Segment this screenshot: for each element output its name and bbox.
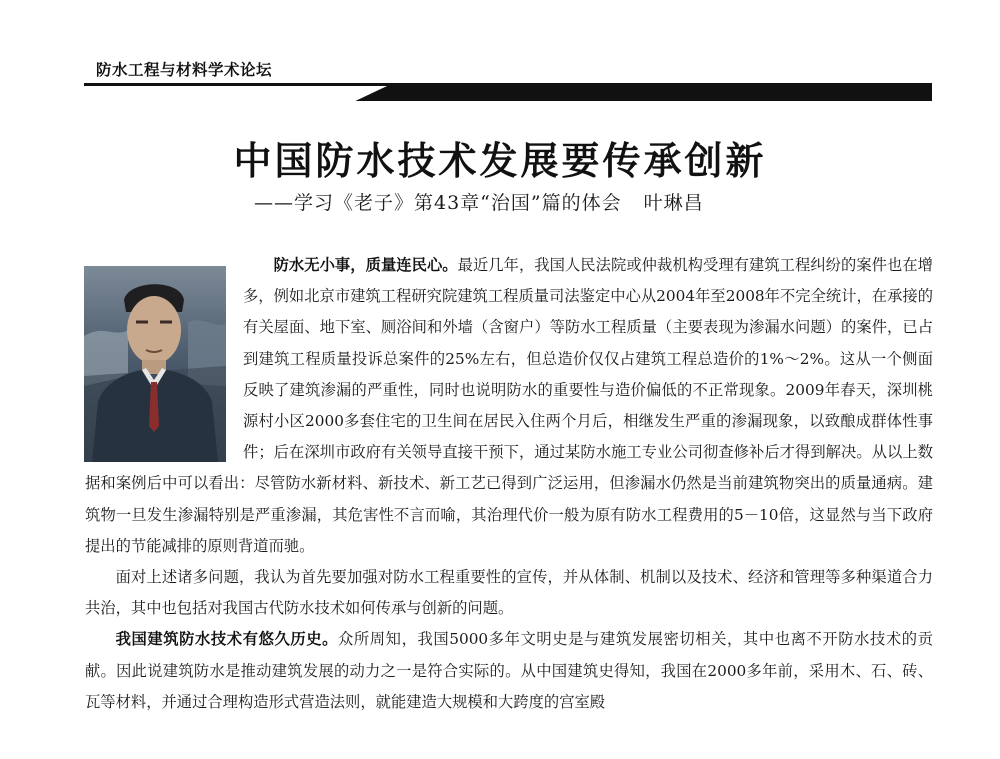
header-bar — [84, 85, 932, 101]
paragraph-2 — [85, 562, 933, 624]
article-subtitle-line — [254, 188, 704, 215]
article-subtitle: ——学习《老子》第43章“治国”篇的体会 — [254, 192, 622, 214]
paragraph-2-text: 面对上述诸多问题，我认为首先要加强对防水工程重要性的宣传，并从体制、机制以及技术、经济和管理等多种渠道合力共治，其中也包括对我国古代防水技术如何传承与创新的问题。 — [85, 568, 933, 618]
paragraph-3 — [85, 624, 933, 718]
author-name: 叶琳昌 — [643, 192, 704, 214]
paragraph-1-text: 最近几年，我国人民法院或仲裁机构受理有建筑工程纠纷的案件也在增多，例如北京市建筑工程研究院建筑工程质量司法鉴定中心从2004年至2008年不完全统计，在承接的有关屋面、地下室、厕浴间和外墙（含窗户）等防水工程质量（主要表现为渗漏水问题）的案件，已占到建筑工程质量投诉总案件的25%左右，但总造价仅仅占建筑工程总造价的1%～2%。这从一个侧面反映了建筑渗漏的严重性，同时也说明防水的重要性与造价偏低的不正常现象。2009年春天，深圳桃源村小区2000多套住宅的卫生间在居民入住两个月后，相继发生严重的渗漏现象，以致酿成群体性事件；后在深圳市政府有关领导直接干预下，通过某防水施工专业公司彻查修补后才得到解决。从以上数据和案例后中可以看出：尽管防水新材料、新技术、新工艺已得到广泛运用，但渗漏水仍然是当前建筑物突出的质量通病。建筑物一旦发生渗漏特别是严重渗漏，其危害性不言而喻，其治理代价一般为原有防水工程费用的5－10倍，这显然与当下政府提出的节能减排的原则背道而驰。 — [85, 256, 933, 555]
paragraph-3-text: 众所周知，我国5000多年文明史是与建筑发展密切相关，其中也离不开防水技术的贡献。因此说建筑防水是推动建筑发展的动力之一是符合实际的。从中国建筑史得知，我国在2000多年前，采用木、石、砖、瓦等材料，并通过合理构造形式营造法则，就能建造大规模和大跨度的宫室殿 — [85, 630, 933, 711]
article-body — [85, 250, 933, 718]
paragraph-3-lead: 我国建筑防水技术有悠久历史。 — [115, 630, 339, 649]
photo-wrap-space — [85, 250, 243, 468]
article-title: 中国防水技术发展要传承创新 — [233, 138, 767, 183]
journal-section-label: 防水工程与材料学术论坛 — [96, 61, 273, 79]
paragraph-1-lead: 防水无小事，质量连民心。 — [273, 256, 458, 274]
